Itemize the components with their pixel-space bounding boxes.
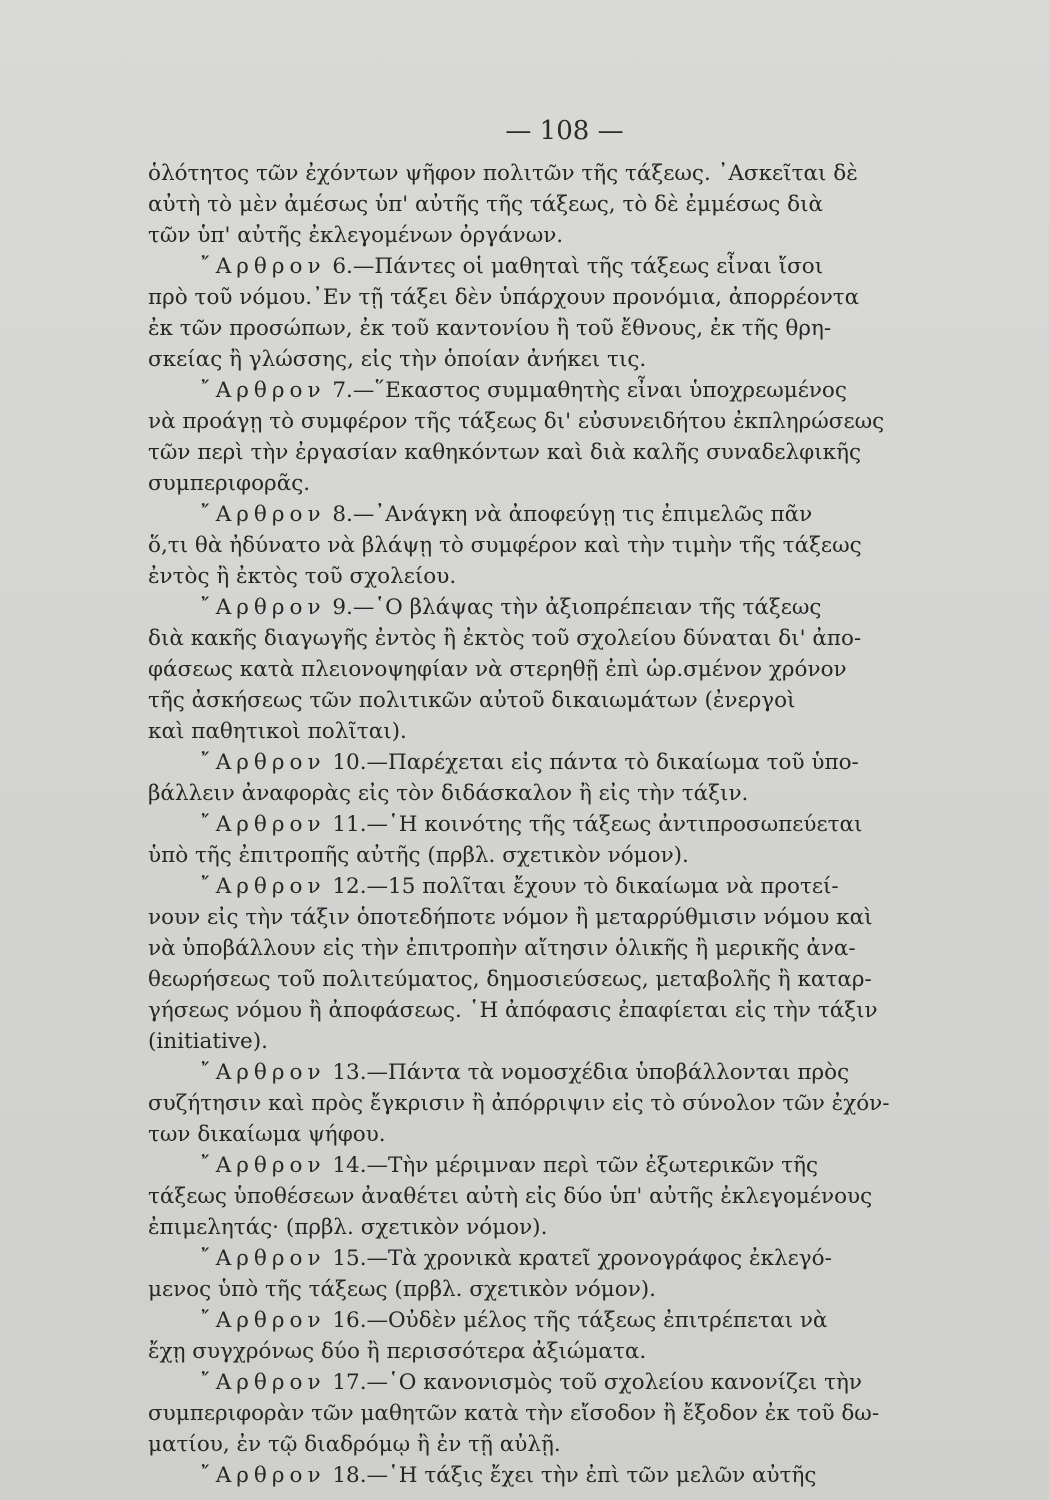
line-text: 11.—῾Η κοινότης τῆς τάξεως ἀντιπροσωπεύεται [325, 812, 863, 837]
text-line [148, 1336, 1006, 1367]
line-text: νὰ προάγῃ τὸ συμφέρον τῆς τάξεως δι' εὐσυνειδήτου ἐκπληρώσεως [148, 409, 885, 434]
article-heading-line [148, 1367, 1006, 1398]
line-text: 14.—Τὴν μέριμναν περὶ τῶν ἐξωτερικῶν τῆς [325, 1153, 819, 1178]
article-heading-line [148, 375, 1006, 406]
line-text: βάλλειν ἀναφορὰς εἰς τὸν διδάσκαλον ἢ εἰς τὴν τάξιν. [148, 781, 749, 806]
text-line [148, 1398, 1006, 1429]
line-text: 15.—Τὰ χρονικὰ κρατεῖ χρονογράφος ἐκλεγό- [325, 1246, 832, 1271]
text-line [148, 1026, 1006, 1057]
line-text: ὁλότητος τῶν ἐχόντων ψῆφον πολιτῶν τῆς τάξεως. ᾿Ασκεῖται δὲ [148, 161, 858, 186]
text-line [148, 964, 1006, 995]
line-text: 7.—῞Εκαστος συμμαθητὴς εἶναι ὑποχρεωμένος [325, 378, 847, 403]
line-text: ἐπιμελητάς· (πρβλ. σχετικὸν νόμον). [148, 1215, 548, 1240]
line-text: 16.—Οὐδὲν μέλος τῆς τάξεως ἐπιτρέπεται νὰ [325, 1308, 828, 1333]
line-text: νὰ ὑποβάλλουν εἰς τὴν ἐπιτροπὴν αἴτησιν ὁλικῆς ἢ μερικῆς ἀνα- [148, 936, 856, 961]
line-text: 8.—᾿Ανάγκη νὰ ἀποφεύγῃ τις ἐπιμελῶς πᾶν [325, 502, 813, 527]
page-number: — 108 — [505, 116, 624, 146]
text-line [148, 1181, 1006, 1212]
line-text: τῶν ὑπ' αὐτῆς ἐκλεγομένων ὀργάνων. [148, 223, 564, 248]
line-text: πρὸ τοῦ νόμου.᾿Εν τῇ τάξει δὲν ὑπάρχουν προνόμια, ἀπορρέοντα [148, 285, 860, 310]
line-text: ἐκ τῶν προσώπων, ἐκ τοῦ καντονίου ἢ τοῦ ἔθνους, ἐκ τῆς θρη- [148, 316, 832, 341]
article-heading-line [148, 871, 1006, 902]
text-line [148, 623, 1006, 654]
text-line [148, 716, 1006, 747]
line-text: ἔχῃ συγχρόνως δύο ἢ περισσότερα ἀξιώματα. [148, 1339, 647, 1364]
line-text: τάξεως ὑποθέσεων ἀναθέτει αὐτὴ εἰς δύο ὑπ' αὐτῆς ἐκλεγομένους [148, 1184, 873, 1209]
text-line [148, 1088, 1006, 1119]
article-label: ῎Αρθρον [200, 750, 326, 775]
text-line [148, 1429, 1006, 1460]
line-text: διὰ κακῆς διαγωγῆς ἐντὸς ἢ ἐκτὸς τοῦ σχολείου δύναται δι' ἀπο- [148, 626, 862, 651]
text-line [148, 654, 1006, 685]
line-text: 13.—Πάντα τὰ νομοσχέδια ὑποβάλλονται πρὸς [325, 1060, 850, 1085]
line-text: συμπεριφορὰν τῶν μαθητῶν κατὰ τὴν εἴσοδον ἢ ἔξοδον ἐκ τοῦ δω- [148, 1401, 880, 1426]
text-line [148, 685, 1006, 716]
article-label: ῎Αρθρον [200, 1370, 326, 1395]
article-label: ῎Αρθρον [200, 378, 326, 403]
text-line [148, 1274, 1006, 1305]
text-line [148, 778, 1006, 809]
text-line [148, 1212, 1006, 1243]
article-heading-line [148, 499, 1006, 530]
line-text: ματίου, ἐν τῷ διαδρόμῳ ἢ ἐν τῇ αὐλῇ. [148, 1432, 561, 1457]
article-heading-line [148, 809, 1006, 840]
line-text: ἐντὸς ἢ ἐκτὸς τοῦ σχολείου. [148, 564, 457, 589]
line-text: μενος ὑπὸ τῆς τάξεως (πρβλ. σχετικὸν νόμον). [148, 1277, 656, 1302]
line-text: 9.—῾Ο βλάψας τὴν ἀξιοπρέπειαν τῆς τάξεως [325, 595, 822, 620]
text-line [148, 902, 1006, 933]
line-text: τῶν περὶ τὴν ἐργασίαν καθηκόντων καὶ διὰ καλῆς συναδελφικῆς [148, 440, 861, 465]
text-line [148, 189, 1006, 220]
text-line [148, 220, 1006, 251]
text-line [148, 437, 1006, 468]
article-label: ῎Αρθρον [200, 254, 326, 279]
text-line [148, 344, 1006, 375]
article-text [148, 158, 1006, 1491]
article-heading-line [148, 1243, 1006, 1274]
line-text: καὶ παθητικοὶ πολῖται). [148, 719, 407, 744]
line-text: φάσεως κατὰ πλειονοψηφίαν νὰ στερηθῇ ἐπὶ ὡρ.σμένον χρόνον [148, 657, 847, 682]
article-heading-line [148, 1057, 1006, 1088]
text-line [148, 840, 1006, 871]
text-line [148, 1119, 1006, 1150]
text-line [148, 995, 1006, 1026]
article-heading-line [148, 592, 1006, 623]
article-label: ῎Αρθρον [200, 1060, 326, 1085]
text-line [148, 282, 1006, 313]
line-text: ὑπὸ τῆς ἐπιτροπῆς αὐτῆς (πρβλ. σχετικὸν νόμον). [148, 843, 689, 868]
line-text: τῆς ἀσκήσεως τῶν πολιτικῶν αὐτοῦ δικαιωμάτων (ἐνεργοὶ [148, 688, 796, 713]
line-text: νουν εἰς τὴν τάξιν ὁποτεδήποτε νόμον ἢ μεταρρύθμισιν νόμου καὶ [148, 905, 873, 930]
text-line [148, 561, 1006, 592]
text-line [148, 933, 1006, 964]
line-text: συζήτησιν καὶ πρὸς ἔγκρισιν ἢ ἀπόρριψιν εἰς τὸ σύνολον τῶν ἐχόν- [148, 1091, 890, 1116]
article-heading-line [148, 1460, 1006, 1491]
article-heading-line [148, 1150, 1006, 1181]
line-text: 17.—῾Ο κανονισμὸς τοῦ σχολείου κανονίζει τὴν [325, 1370, 862, 1395]
article-label: ῎Αρθρον [200, 502, 326, 527]
article-heading-line [148, 1305, 1006, 1336]
line-text: 12.—15 πολῖται ἔχουν τὸ δικαίωμα νὰ προτεί- [325, 874, 839, 899]
article-label: ῎Αρθρον [200, 1153, 326, 1178]
line-text: των δικαίωμα ψήφου. [148, 1122, 386, 1147]
text-line [148, 530, 1006, 561]
line-text: συμπεριφορᾶς. [148, 471, 311, 496]
article-label: ῎Αρθρον [200, 595, 326, 620]
text-line [148, 313, 1006, 344]
line-text: ὅ,τι θὰ ἠδύνατο νὰ βλάψῃ τὸ συμφέρον καὶ τὴν τιμὴν τῆς τάξεως [148, 533, 862, 558]
text-line [148, 158, 1006, 189]
text-line [148, 406, 1006, 437]
line-text: 6.—Πάντες οἱ μαθηταὶ τῆς τάξεως εἶναι ἴσοι [325, 254, 824, 279]
line-text: 10.—Παρέχεται εἰς πάντα τὸ δικαίωμα τοῦ ὑπο- [325, 750, 859, 775]
line-text: γήσεως νόμου ἢ ἀποφάσεως. ῾Η ἀπόφασις ἐπαφίεται εἰς τὴν τάξιν [148, 998, 878, 1023]
line-text: σκείας ἢ γλώσσης, εἰς τὴν ὁποίαν ἀνήκει τις. [148, 347, 647, 372]
article-label: ῎Αρθρον [200, 1463, 326, 1488]
article-label: ῎Αρθρον [200, 874, 326, 899]
line-text: αὐτὴ τὸ μὲν ἀμέσως ὑπ' αὐτῆς τῆς τάξεως, τὸ δὲ ἐμμέσως διὰ [148, 192, 824, 217]
article-label: ῎Αρθρον [200, 1308, 326, 1333]
line-text: (initiative). [148, 1029, 268, 1054]
text-line [148, 468, 1006, 499]
article-label: ῎Αρθρον [200, 812, 326, 837]
line-text: θεωρήσεως τοῦ πολιτεύματος, δημοσιεύσεως, μεταβολῆς ἢ καταρ- [148, 967, 872, 992]
article-heading-line [148, 251, 1006, 282]
article-label: ῎Αρθρον [200, 1246, 326, 1271]
article-heading-line [148, 747, 1006, 778]
line-text: 18.—῾Η τάξις ἔχει τὴν ἐπὶ τῶν μελῶν αὐτῆς [325, 1463, 817, 1488]
